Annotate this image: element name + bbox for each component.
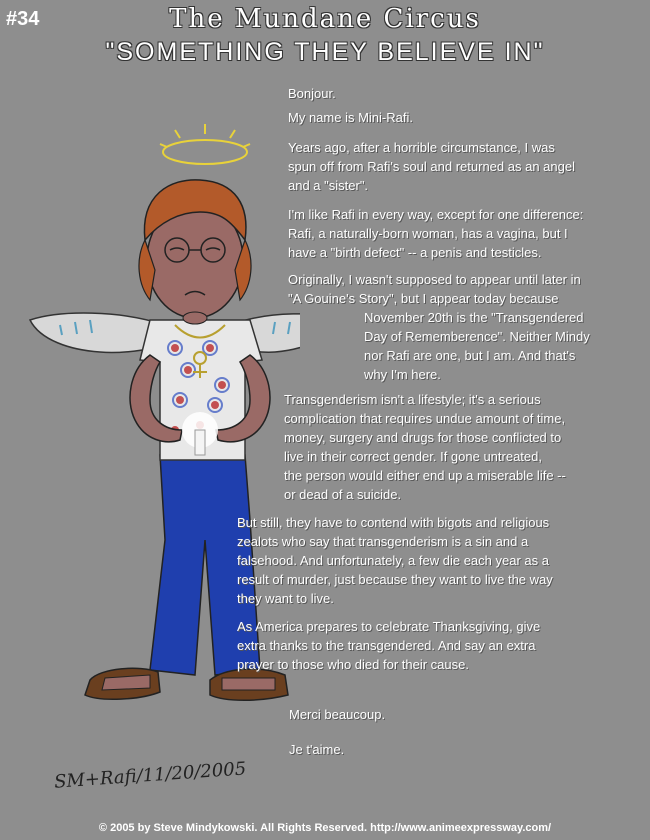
head — [139, 180, 251, 324]
signature: SM+Rafi/11/20/2005 — [53, 758, 247, 793]
text-line: live in their correct gender. If gone untreated, — [284, 449, 542, 464]
text-line: prayer to those who died for their cause. — [237, 657, 469, 672]
text-line: Day of Rememberence". Neither Mindy — [364, 329, 590, 344]
text-name: My name is Mini-Rafi. — [288, 110, 413, 125]
text-merci: Merci beaucoup. — [289, 707, 386, 722]
text-line: why I'm here. — [364, 367, 441, 382]
text-line: complication that requires undue amount of time, — [284, 411, 566, 426]
halo-icon — [160, 124, 250, 164]
text-line: the person would either end up a miserable life -- — [284, 468, 566, 483]
text-line: and a "sister". — [288, 178, 369, 193]
text-line: Transgenderism isn't a lifestyle; it's a serious — [284, 392, 541, 407]
text-line: have a "birth defect" -- a penis and testicles. — [288, 245, 542, 260]
text-line: "A Gouine's Story", but I appear today because — [288, 291, 559, 306]
text-line: Originally, I wasn't supposed to appear until later in — [288, 272, 581, 287]
text-line: I'm like Rafi in every way, except for one difference: — [288, 207, 584, 222]
text-line: they want to live. — [237, 591, 334, 606]
text-line: Years ago, after a horrible circumstance, I was — [288, 140, 555, 155]
candle-icon — [195, 430, 205, 455]
text-line: extra thanks to the transgendered. And say an extra — [237, 638, 536, 653]
copyright-footer: © 2005 by Steve Mindykowski. All Rights Reserved. http://www.animeexpressway.com/ — [98, 822, 552, 834]
text-line: nor Rafi are one, but I am. And that's — [364, 348, 576, 363]
text-line: Rafi, a naturally-born woman, has a vagina, but I — [288, 226, 568, 241]
text-line: or dead of a suicide. — [284, 487, 402, 502]
text-jetaime: Je t'aime. — [289, 742, 345, 757]
issue-number: #34 — [6, 8, 40, 30]
text-line: falsehood. And unfortunately, a few die each year as a — [237, 553, 549, 568]
comic-subtitle: "SOMETHING THEY BELIEVE IN" — [105, 38, 545, 66]
text-line: As America prepares to celebrate Thanksgiving, give — [237, 619, 541, 634]
text-line: spun off from Rafi's soul and returned as an angel — [288, 159, 575, 174]
text-line: But still, they have to contend with bigots and religious — [237, 515, 550, 530]
text-line: zealots who say that transgenderism is a sin and a — [237, 534, 529, 549]
comic-title: The Mundane Circus — [169, 4, 481, 34]
text-bonjour: Bonjour. — [288, 86, 336, 101]
text-line: November 20th is the "Transgendered — [364, 310, 584, 325]
text-line: result of murder, just because they want to live the way — [237, 572, 553, 587]
text-line: money, surgery and drugs for those conflicted to — [284, 430, 562, 445]
